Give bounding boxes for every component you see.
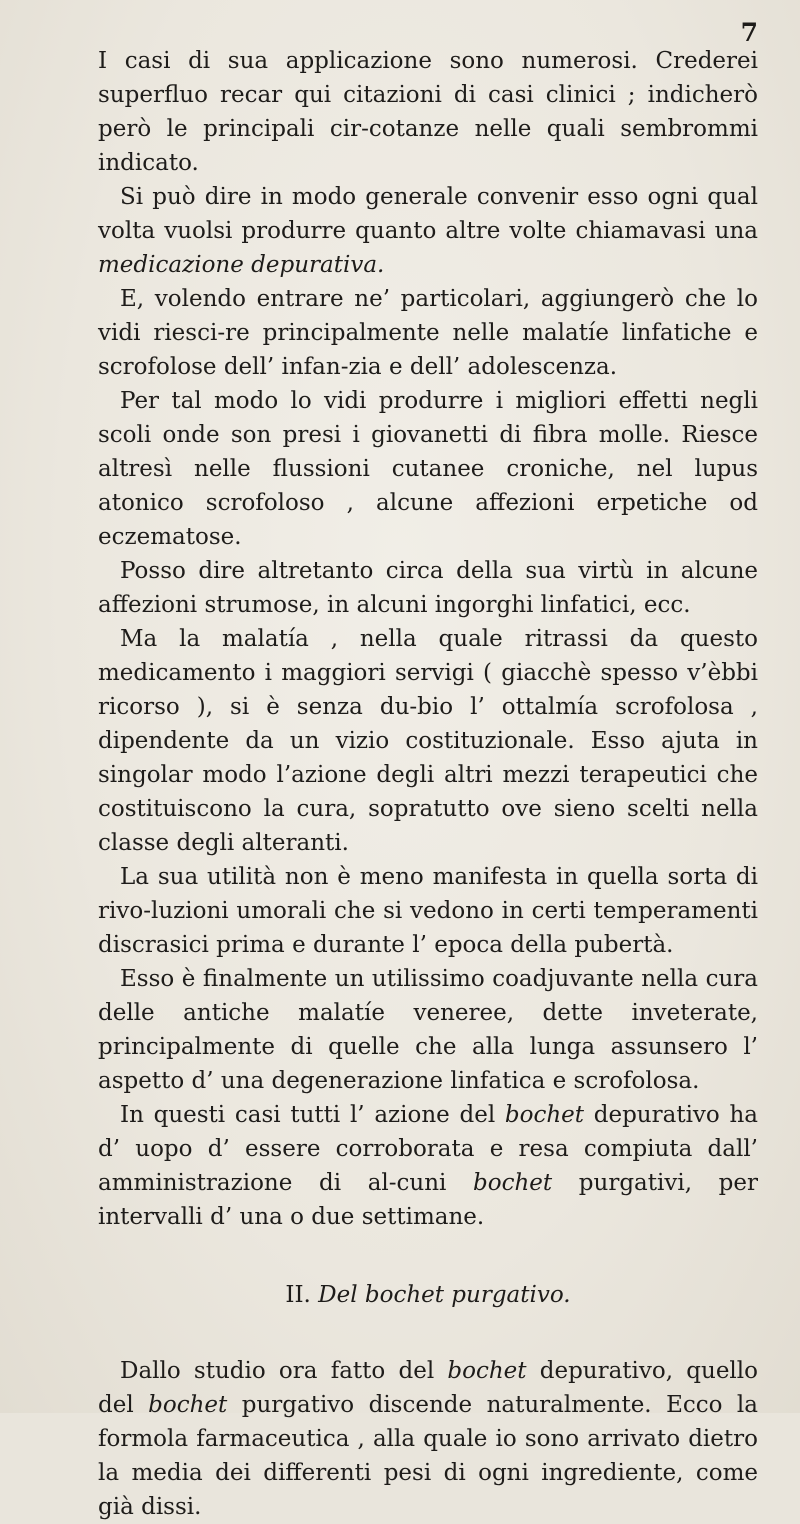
paragraph: [98, 384, 758, 554]
paragraph: [98, 962, 758, 1098]
paragraph: [98, 44, 758, 180]
text-run: E, volendo entrare ne’ particolari, aggiungerò che lo vidi riesci-re principalmente nelle malatíe linfatiche e scrofolose dell’ infan-zia e dell’ adolescenza.: [98, 286, 758, 380]
italic-term: bochet: [148, 1392, 228, 1418]
text-run: depurativo ha d’ uopo d’ essere corroborata e resa compiuta dall’ amministrazione di al-cuni: [98, 1102, 758, 1196]
page-number: 7: [740, 18, 758, 47]
text-run: La sua utilità non è meno manifesta in quella sorta di rivo-luzioni umorali che si vedono in certi temperamenti discrasici prima e durante l’ epoca della pubertà.: [98, 864, 758, 958]
section-heading: [98, 1278, 758, 1312]
text-run: depurativo, quello del: [98, 1358, 758, 1418]
text-run: Ma la malatía , nella quale ritrassi da questo medicamento i maggiori servigi ( giacchè spesso v’èbbi ricorso ), si è senza du-bio l’ ottalmía scrofolosa , dipendente da un vizio costituzionale. Esso ajuta in singolar modo l’azione degli altri mezzi terapeutici che costituiscono la cura, sopratutto ove sieno scelti nella classe degli alteranti.: [98, 626, 758, 856]
italic-term: bochet: [473, 1170, 553, 1196]
paragraphs-before-section: [98, 44, 758, 1234]
paragraphs-after-section: [98, 1354, 758, 1524]
paragraph: [98, 180, 758, 282]
text-run: purgativo discende naturalmente. Ecco la formola farmaceutica , alla quale io sono arrivato dietro la media dei differenti pesi di ogni ingrediente, come già dissi.: [98, 1392, 758, 1520]
paragraph: [98, 622, 758, 860]
section-title: Del bochet purgativo.: [318, 1282, 571, 1308]
italic-term: medicazione depurativa.: [98, 252, 385, 278]
paragraph: [98, 1354, 758, 1524]
paragraph: [98, 1098, 758, 1234]
text-run: In questi casi tutti l’ azione del: [120, 1102, 505, 1128]
paragraph: [98, 860, 758, 962]
text-run: Dallo studio ora fatto del: [120, 1358, 448, 1384]
section-number: II.: [285, 1282, 311, 1308]
text-run: Posso dire altretanto circa della sua virtù in alcune affezioni strumose, in alcuni ingorghi linfatici, ecc.: [98, 558, 758, 618]
text-run: Esso è finalmente un utilissimo coadjuvante nella cura delle antiche malatíe veneree, dette inveterate, principalmente di quelle che alla lunga assunsero l’ aspetto d’ una degenerazione linfatica e scrofolosa.: [98, 966, 758, 1094]
text-run: Per tal modo lo vidi produrre i migliori effetti negli scoli onde son presi i giovanetti di fibra molle. Riesce altresì nelle flussioni cutanee croniche, nel lupus atonico scrofoloso , alcune affezioni erpetiche od eczematose.: [98, 388, 758, 550]
italic-term: bochet: [504, 1102, 585, 1128]
paragraph: [98, 554, 758, 622]
italic-term: bochet: [447, 1358, 527, 1384]
page-content: [98, 18, 758, 1524]
paragraph: [98, 282, 758, 384]
text-run: Si può dire in modo generale convenir esso ogni qual volta vuolsi produrre quanto altre volte chiamavasi una: [98, 184, 758, 244]
text-run: purgativi, per intervalli d’ una o due settimane.: [98, 1170, 758, 1230]
body-text: [98, 44, 758, 1524]
text-run: I casi di sua applicazione sono numerosi. Crederei superfluo recar qui citazioni di casi clinici ; indicherò però le principali cir-cotanze nelle quali sembrommi indicato.: [98, 48, 758, 176]
